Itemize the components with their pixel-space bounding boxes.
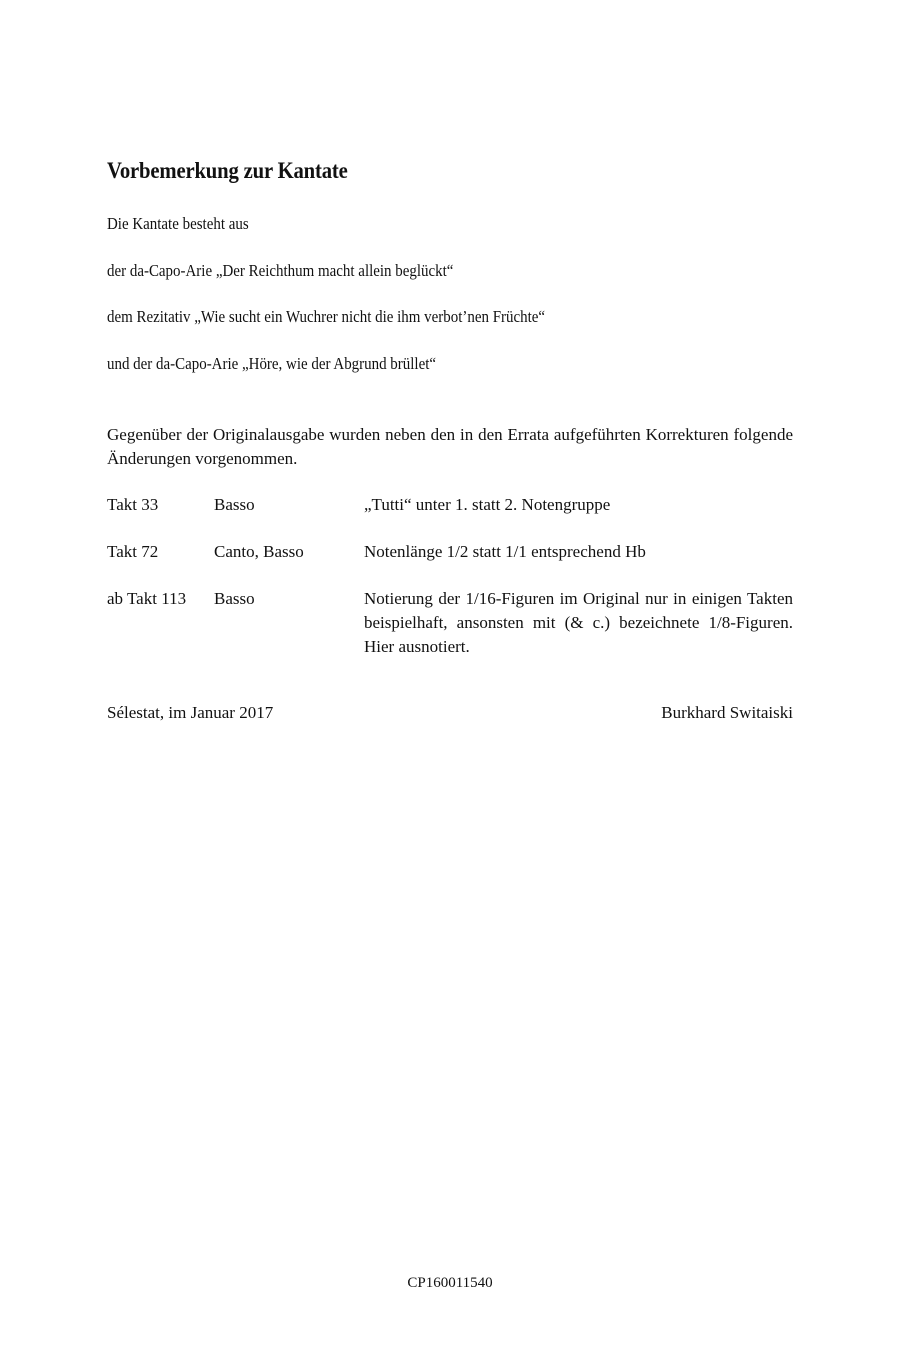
intro-line-3: dem Rezitativ „Wie sucht ein Wuchrer nicht die ihm verbot’nen Früchte“ bbox=[107, 307, 546, 326]
change-note: Notenlänge 1/2 statt 1/1 entsprechend Hb bbox=[364, 542, 646, 561]
author-name: Burkhard Switaiski bbox=[661, 703, 793, 722]
change-measure: ab Takt 113 bbox=[107, 589, 187, 608]
place-date: Sélestat, im Januar 2017 bbox=[107, 703, 274, 722]
change-voice: Basso bbox=[214, 589, 255, 608]
change-measure: Takt 72 bbox=[107, 542, 159, 561]
intro-line-4: und der da-Capo-Arie „Höre, wie der Abgrund brüllet“ bbox=[107, 354, 437, 373]
intro-line-2: der da-Capo-Arie „Der Reichthum macht allein beglückt“ bbox=[107, 261, 454, 280]
change-note: Notierung der 1/16-Figuren im Original nur in einigen Takten beispielhaft, ansonsten mit (& c.) bezeichnete 1/8-Figuren. Hier ausnotiert. bbox=[364, 589, 793, 656]
changes-intro-paragraph: Gegenüber der Originalausgabe wurden neben den in den Errata aufgeführten Korrekturen folgende Änderungen vorgenommen. bbox=[107, 425, 793, 468]
change-note: „Tutti“ unter 1. statt 2. Notengruppe bbox=[364, 495, 611, 514]
intro-line-1: Die Kantate besteht aus bbox=[107, 214, 249, 233]
change-voice: Canto, Basso bbox=[214, 542, 304, 561]
change-measure: Takt 33 bbox=[107, 495, 159, 514]
document-page bbox=[107, 0, 793, 1350]
page-title: Vorbemerkung zur Kantate bbox=[107, 158, 348, 183]
change-voice: Basso bbox=[214, 495, 255, 514]
catalog-number: CP160011540 bbox=[407, 1275, 493, 1291]
